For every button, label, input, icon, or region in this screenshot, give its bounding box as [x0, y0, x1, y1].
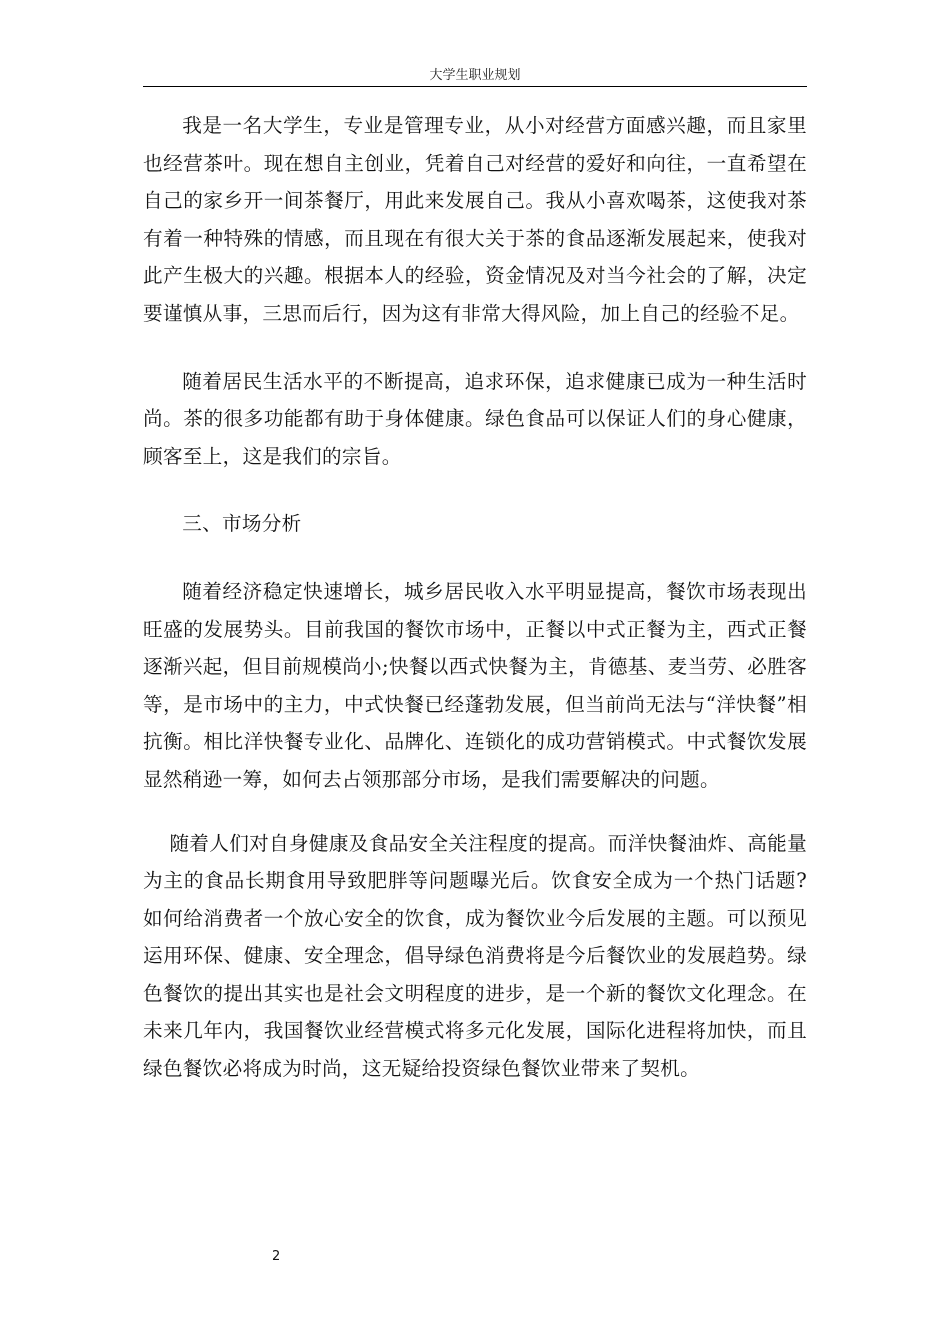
header-divider — [143, 86, 807, 87]
page-number: 2 — [272, 1249, 281, 1264]
running-header-title: 大学生职业规划 — [429, 68, 521, 83]
paragraph-green-dining-trend: 随着人们对自身健康及食品安全关注程度的提高。而洋快餐油炸、高能量为主的食品长期食用导致肥胖等问题曝光后。饮食安全成为一个热门话题?如何给消费者一个放心安全的饮食，成为餐饮业今后发展的主题。可以预见运用环保、健康、安全理念，倡导绿色消费将是今后餐饮业的发展趋势。绿色餐饮的提出其实也是社会文明程度的进步，是一个新的餐饮文化理念。在未来几年内，我国餐饮业经营模式将多元化发展，国际化进程将加快，而且绿色餐饮必将成为时尚，这无疑给投资绿色餐饮业带来了契机。 — [143, 831, 807, 1081]
section-heading-market-analysis: 三、市场分析 — [182, 512, 302, 536]
paragraph-market-overview: 随着经济稳定快速增长，城乡居民收入水平明显提高，餐饮市场表现出旺盛的发展势头。目前我国的餐饮市场中，正餐以中式正餐为主，西式正餐逐渐兴起，但目前规模尚小;快餐以西式快餐为主，肯德基、麦当劳、必胜客等，是市场中的主力，中式快餐已经蓬勃发展，但当前尚无法与“洋快餐”相抗衡。相比洋快餐专业化、品牌化、连锁化的成功营销模式。中式餐饮发展显然稍逊一筹，如何去占领那部分市场，是我们需要解决的问题。 — [143, 579, 807, 791]
paragraph-background: 我是一名大学生，专业是管理专业，从小对经营方面感兴趣，而且家里也经营茶叶。现在想自主创业，凭着自己对经营的爱好和向往，一直希望在自己的家乡开一间茶餐厅，用此来发展自己。我从小喜欢喝茶，这使我对茶有着一种特殊的情感，而且现在有很大关于茶的食品逐渐发展起来，使我对此产生极大的兴趣。根据本人的经验，资金情况及对当今社会的了解，决定要谨慎从事，三思而后行，因为这有非常大得风险，加上自己的经验不足。 — [143, 114, 807, 325]
document-body — [143, 107, 807, 1088]
paragraph-purpose: 随着居民生活水平的不断提高，追求环保，追求健康已成为一种生活时尚。茶的很多功能都有助于身体健康。绿色食品可以保证人们的身心健康，顾客至上，这是我们的宗旨。 — [143, 369, 807, 468]
